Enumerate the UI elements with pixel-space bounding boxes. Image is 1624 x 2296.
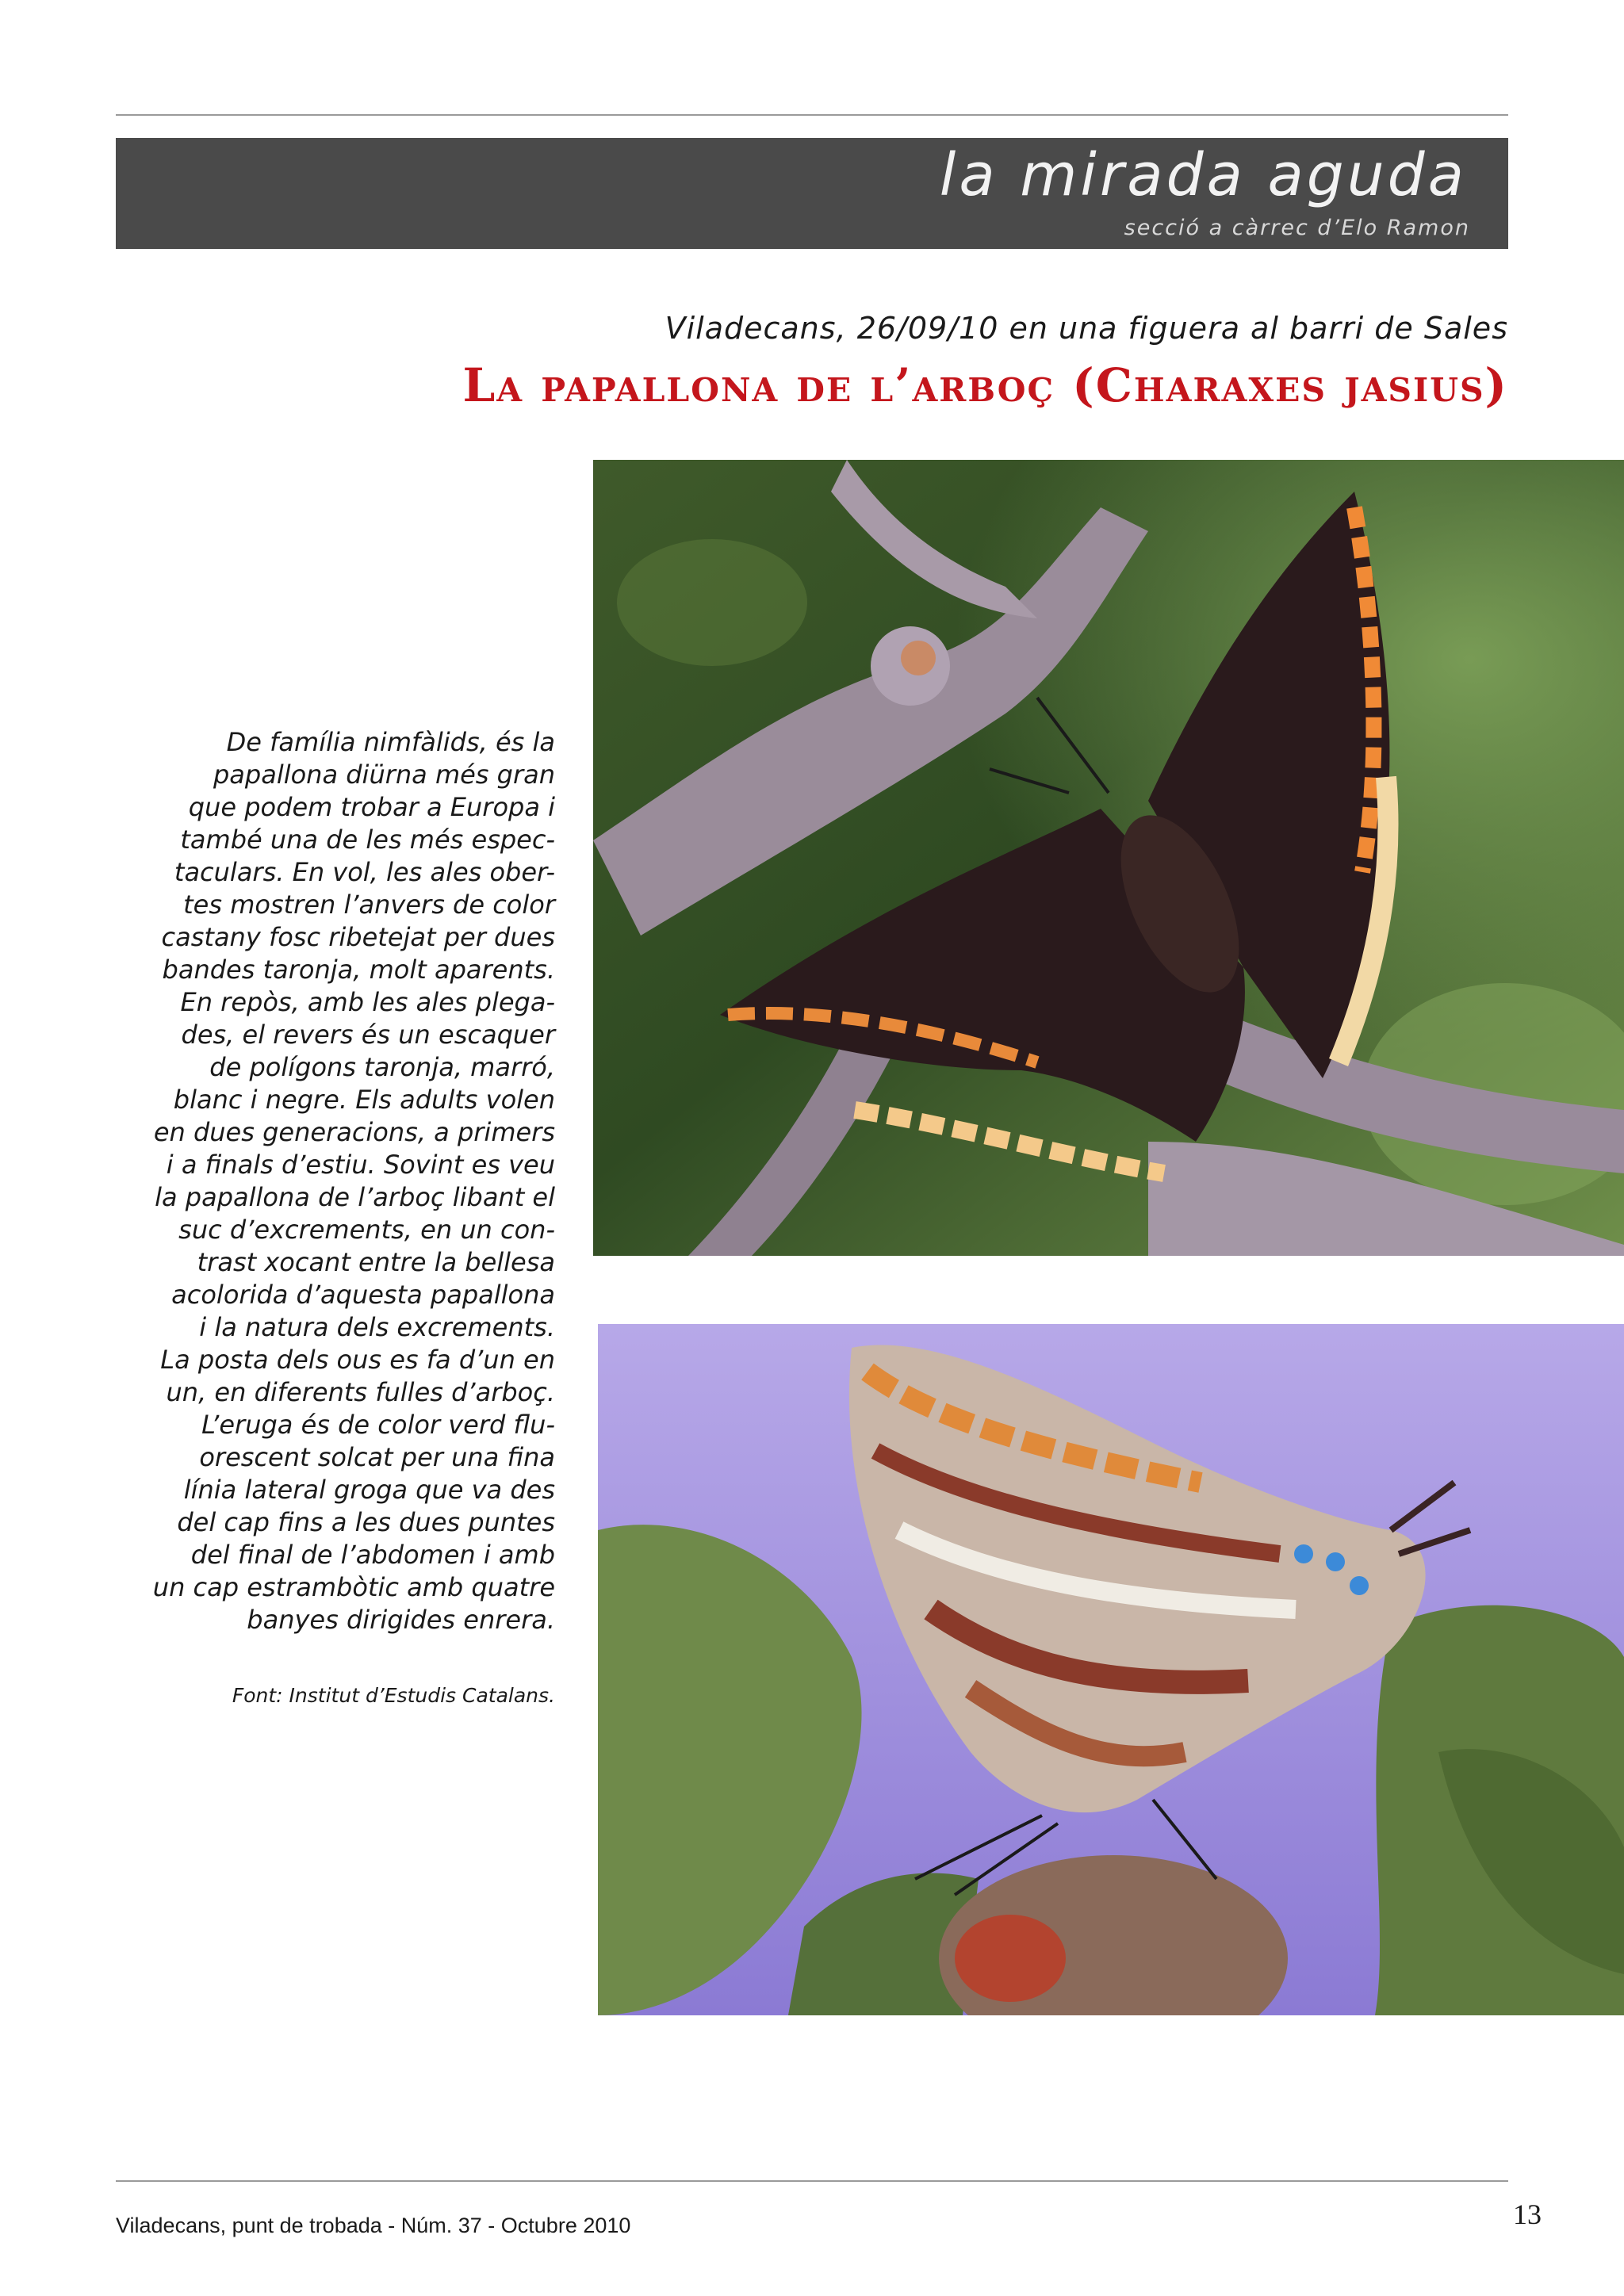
body-line: En repòs, amb les ales plega- bbox=[180, 987, 555, 1017]
body-line: trast xocant entre la bellesa bbox=[197, 1247, 555, 1277]
butterfly-open-wings-photo bbox=[593, 460, 1624, 1256]
footer-publication: Viladecans, punt de trobada - Núm. 37 - Octubre 2010 bbox=[116, 2214, 631, 2237]
butterfly-folded-wings-photo bbox=[598, 1324, 1624, 2015]
section-subtitle: secció a càrrec d’Elo Ramon bbox=[1124, 216, 1470, 240]
article-kicker: Viladecans, 26/09/10 en una figuera al barri de Sales bbox=[665, 311, 1508, 346]
article-body bbox=[111, 726, 555, 1636]
body-line: castany fosc ribetejat per dues bbox=[161, 922, 555, 952]
body-line: De família nimfàlids, és la bbox=[226, 727, 555, 757]
body-line: i la natura dels excrements. bbox=[199, 1312, 555, 1342]
body-line: banyes dirigides enrera. bbox=[247, 1605, 555, 1635]
body-line: orescent solcat per una fina bbox=[199, 1442, 555, 1472]
body-line: L’eruga és de color verd flu- bbox=[201, 1410, 555, 1440]
section-banner bbox=[116, 138, 1508, 249]
body-line: suc d’excrements, en un con- bbox=[178, 1215, 555, 1245]
body-line: i a finals d’estiu. Sovint es veu bbox=[166, 1150, 555, 1180]
body-line: blanc i negre. Els adults volen bbox=[173, 1085, 555, 1115]
body-line: des, el revers és un escaquer bbox=[181, 1020, 555, 1050]
body-line: també una de les més espec- bbox=[180, 825, 555, 855]
page-number: 13 bbox=[1513, 2198, 1542, 2230]
body-line: La posta dels ous es fa d’un en bbox=[160, 1345, 555, 1375]
body-line: en dues generacions, a primers bbox=[153, 1117, 555, 1147]
top-rule bbox=[116, 114, 1508, 116]
section-title: la mirada aguda bbox=[939, 141, 1467, 209]
article-headline: La papallona de l’arboç (Charaxes jasius) bbox=[462, 358, 1508, 412]
body-line: taculars. En vol, les ales ober- bbox=[174, 857, 555, 887]
body-line: que podem trobar a Europa i bbox=[188, 792, 555, 822]
body-line: un, en diferents fulles d’arboç. bbox=[166, 1377, 555, 1407]
body-line: papallona diürna més gran bbox=[213, 760, 555, 790]
body-line: línia lateral groga que va des bbox=[183, 1475, 555, 1505]
body-line: acolorida d’aquesta papallona bbox=[171, 1280, 555, 1310]
body-line: tes mostren l’anvers de color bbox=[183, 890, 555, 920]
body-line: un cap estrambòtic amb quatre bbox=[152, 1572, 555, 1602]
bottom-rule bbox=[116, 2180, 1508, 2182]
body-line: del final de l’abdomen i amb bbox=[190, 1540, 555, 1570]
body-line: bandes taronja, molt aparents. bbox=[162, 955, 555, 985]
body-line: de polígons taronja, marró, bbox=[209, 1052, 555, 1082]
body-line: la papallona de l’arboç libant el bbox=[155, 1182, 555, 1212]
body-line: del cap fins a les dues puntes bbox=[177, 1507, 555, 1537]
article-source: Font: Institut d’Estudis Catalans. bbox=[232, 1684, 555, 1707]
